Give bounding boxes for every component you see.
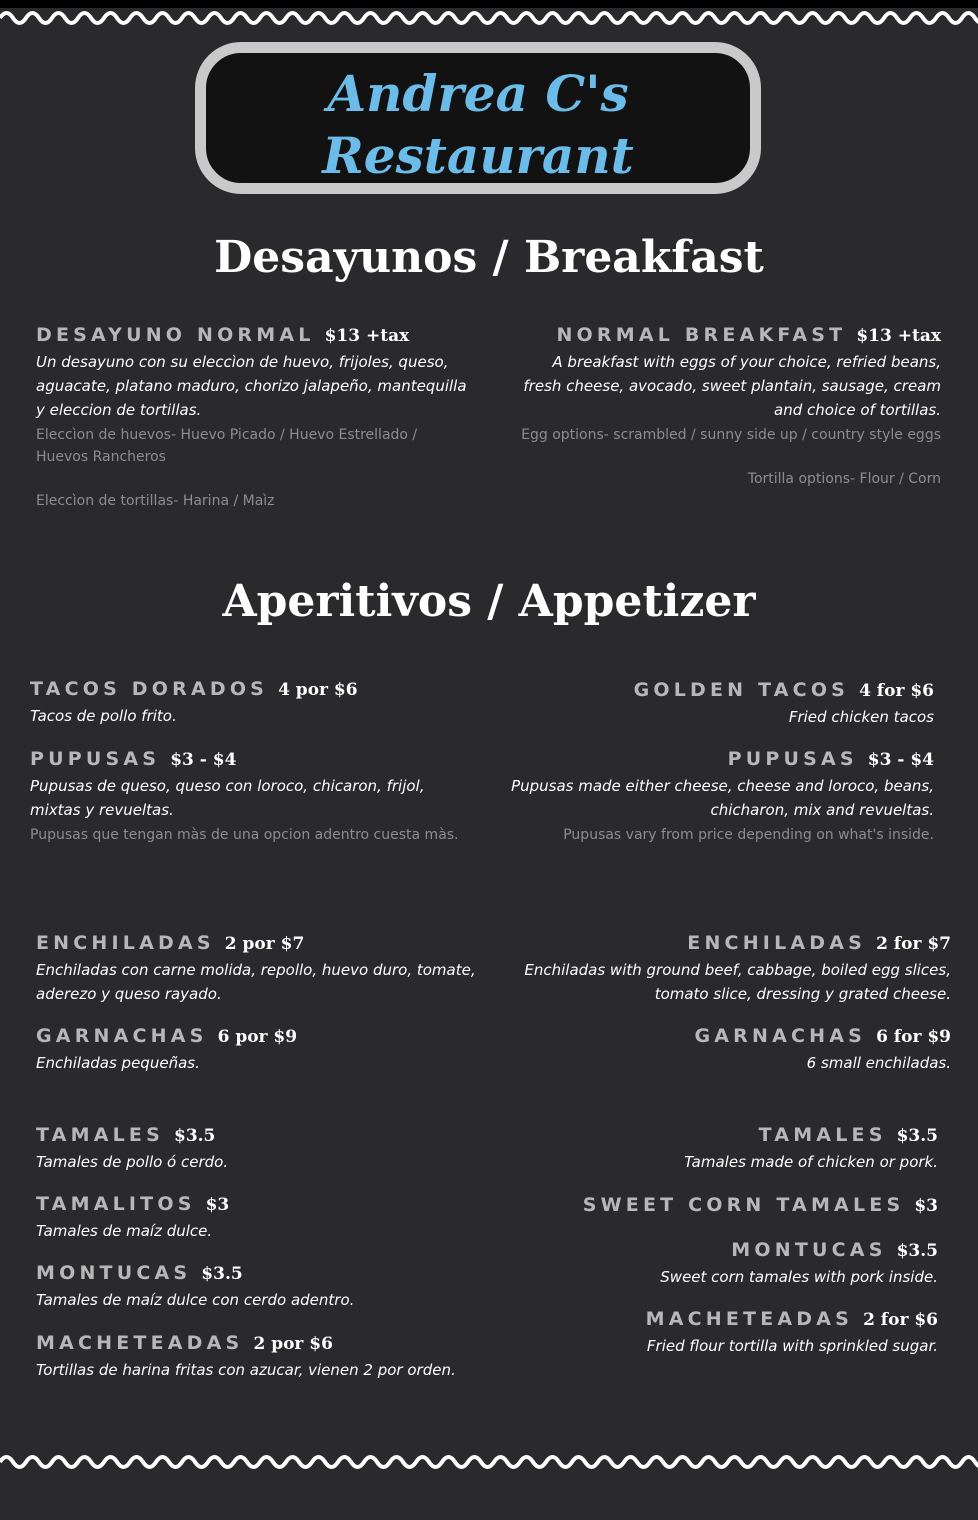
menu-item-pupusas-en (480, 748, 934, 846)
item-description: Tamales made of chicken or pork. (684, 1153, 938, 1171)
menu-item-sweet-corn-tamales (490, 1194, 938, 1217)
item-price: $13 +tax (324, 326, 410, 346)
item-name: SWEET CORN TAMALES (582, 1194, 905, 1216)
item-price: 2 for $7 (876, 934, 951, 954)
menu-item-garnachas (36, 1025, 496, 1075)
desc-line: Enchiladas with ground beef, cabbage, boiled egg slices, (524, 961, 951, 979)
desc-line: mixtas y revueltas. (30, 801, 174, 819)
desc-line: A breakfast with eggs of your choice, refried beans, (552, 353, 941, 371)
item-description (36, 350, 486, 422)
item-name: GARNACHAS (694, 1025, 867, 1047)
item-price: $3.5 (896, 1241, 938, 1261)
top-wave-border (0, 0, 978, 34)
item-description: Tacos de pollo frito. (30, 707, 177, 725)
restaurant-title-frame (195, 42, 761, 194)
menu-item-enchiladas-en (490, 932, 951, 1006)
item-price: $3 - $4 (170, 750, 237, 770)
item-name: ENCHILADAS (36, 932, 215, 954)
desc-line: aguacate, platano maduro, chorizo jalapeño, mantequilla (36, 377, 467, 395)
desc-line: fresh cheese, avocado, sweet plantain, sausage, cream (523, 377, 941, 395)
item-description: Fried flour tortilla with sprinkled sugar. (646, 1337, 938, 1355)
menu-item-tamales-en (490, 1124, 938, 1174)
item-name: NORMAL BREAKFAST (556, 324, 847, 346)
item-price: 6 for $9 (876, 1027, 951, 1047)
breakfast-section-title: Desayunos / Breakfast (214, 232, 764, 283)
menu-item-macheteadas (36, 1332, 506, 1382)
item-description: Fried chicken tacos (788, 708, 934, 726)
item-description: Tamales de maíz dulce. (36, 1222, 213, 1240)
item-price: 2 por $6 (253, 1334, 333, 1354)
menu-item-montucas-en (490, 1239, 938, 1289)
item-name: TAMALES (36, 1124, 164, 1146)
breakfast-item-spanish (36, 324, 486, 512)
item-name: PUPUSAS (30, 748, 161, 770)
menu-item-golden-tacos (480, 679, 934, 729)
desc-line: chicharon, mix and revueltas. (710, 801, 934, 819)
desc-line: Pupusas de queso, queso con loroco, chicaron, frijol, (30, 777, 425, 795)
desc-line: and choice of tortillas. (774, 401, 941, 419)
item-description: Tortillas de harina fritas con azucar, vienen 2 por orden. (36, 1361, 456, 1379)
item-description: Enchiladas pequeñas. (36, 1054, 200, 1072)
item-price: $3 (205, 1195, 230, 1215)
item-name: ENCHILADAS (687, 932, 867, 954)
item-note: Pupusas vary from price depending on what's inside. (563, 827, 934, 843)
restaurant-name-line2: Restaurant (322, 126, 634, 185)
item-name: GARNACHAS (36, 1025, 208, 1047)
egg-options-note (36, 424, 486, 468)
item-name: GOLDEN TACOS (633, 679, 850, 701)
item-price: $3.5 (201, 1264, 243, 1284)
menu-item-montucas (36, 1262, 496, 1312)
note-line: Huevos Rancheros (36, 449, 166, 465)
tortilla-options-note: Tortilla options- Flour / Corn (747, 471, 941, 487)
bottom-wave-border (0, 1444, 978, 1478)
menu-item-pupusas (30, 748, 490, 846)
item-name: MACHETEADAS (36, 1332, 244, 1354)
menu-item-enchiladas (36, 932, 496, 1006)
desc-line: aderezo y queso rayado. (36, 985, 222, 1003)
item-description (480, 774, 934, 822)
desc-line: y eleccion de tortillas. (36, 401, 202, 419)
item-price: 4 por $6 (278, 680, 358, 700)
item-name: TACOS DORADOS (30, 678, 269, 700)
item-price: $3 (914, 1196, 938, 1216)
egg-options-note: Egg options- scrambled / sunny side up / country style eggs (521, 427, 941, 443)
menu-item-tacos-dorados (30, 678, 490, 728)
menu-item-tamalitos (36, 1193, 496, 1243)
item-description (500, 350, 941, 422)
item-name: PUPUSAS (727, 748, 858, 770)
item-price: $3.5 (896, 1126, 938, 1146)
item-description: Tamales de maíz dulce con cerdo adentro. (36, 1291, 355, 1309)
item-name: MONTUCAS (731, 1239, 887, 1261)
item-name: TAMALES (758, 1124, 887, 1146)
item-name: MONTUCAS (36, 1262, 192, 1284)
item-name: MACHETEADAS (645, 1308, 854, 1330)
item-description (36, 958, 496, 1006)
item-name: TAMALITOS (36, 1193, 196, 1215)
item-name: DESAYUNO NORMAL (36, 324, 315, 346)
breakfast-item-english (500, 324, 941, 490)
item-note: Pupusas que tengan màs de una opcion adentro cuesta màs. (30, 827, 459, 843)
tortilla-options-note: Eleccìon de tortillas- Harina / Maìz (36, 493, 275, 509)
item-price: $3 - $4 (867, 750, 934, 770)
menu-item-garnachas-en (490, 1025, 951, 1075)
item-price: 4 for $6 (859, 681, 934, 701)
desc-line: Pupusas made either cheese, cheese and loroco, beans, (511, 777, 934, 795)
item-price: 6 por $9 (217, 1027, 298, 1047)
note-line: Eleccìon de huevos- Huevo Picado / Huevo Estrellado / (36, 427, 418, 443)
item-description (30, 774, 490, 822)
desc-line: Un desayuno con su eleccìon de huevo, frijoles, queso, (36, 353, 449, 371)
item-description: Sweet corn tamales with pork inside. (660, 1268, 938, 1286)
item-price: $3.5 (173, 1126, 216, 1146)
item-description (490, 958, 951, 1006)
item-price: $13 +tax (856, 326, 941, 346)
item-price: 2 for $6 (863, 1310, 938, 1330)
item-description: Tamales de pollo ó cerdo. (36, 1153, 229, 1171)
desc-line: tomato slice, dressing y grated cheese. (654, 985, 951, 1003)
restaurant-name-line1: Andrea C's (327, 64, 629, 123)
item-description: 6 small enchiladas. (806, 1054, 951, 1072)
appetizer-section-title: Aperitivos / Appetizer (222, 576, 756, 627)
item-price: 2 por $7 (224, 934, 305, 954)
menu-item-tamales (36, 1124, 496, 1174)
desc-line: Enchiladas con carne molida, repollo, huevo duro, tomate, (36, 961, 476, 979)
menu-item-macheteadas-en (490, 1308, 938, 1358)
